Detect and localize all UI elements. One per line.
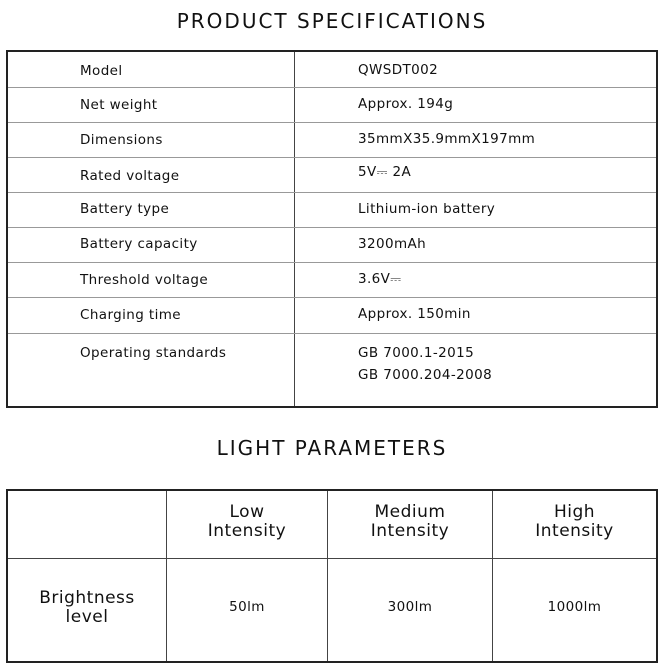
spec-row-battery-type: [8, 192, 656, 228]
header-low: [167, 503, 327, 541]
spec-row-charging-time: [8, 297, 656, 334]
row-label-line: level: [65, 607, 109, 627]
spec-value: 35mmX35.9mmX197mm: [358, 131, 536, 147]
spec-label: Net weight: [80, 97, 158, 113]
header-line: Intensity: [207, 521, 287, 541]
spec-row-net-weight: [8, 87, 656, 123]
spec-row-dimensions: [8, 122, 656, 158]
spec-table: [6, 50, 658, 408]
spec-row-threshold-voltage: [8, 262, 656, 298]
spec-row-rated-voltage: [8, 157, 656, 193]
header-line: High: [553, 502, 596, 522]
brightness-level-label: [8, 589, 166, 627]
spec-label: Operating standards: [80, 345, 227, 361]
brightness-medium-value: 300lm: [387, 599, 433, 615]
spec-value: Approx. 150min: [358, 306, 471, 322]
spec-value-secondary: GB 7000.204-2008: [358, 367, 493, 383]
spec-value: 5V⎓ 2A: [358, 164, 412, 180]
header-high: [493, 503, 656, 541]
header-line: Medium: [374, 502, 446, 522]
spec-row-operating-standards: [8, 333, 656, 406]
spec-label: Threshold voltage: [80, 272, 209, 288]
spec-label: Rated voltage: [80, 168, 180, 184]
light-table: [6, 489, 658, 663]
header-line: Low: [229, 502, 265, 522]
spec-value: GB 7000.1-2015: [358, 345, 475, 361]
spec-label: Dimensions: [80, 132, 163, 148]
brightness-high-value: 1000lm: [547, 599, 602, 615]
header-divider: [8, 558, 656, 559]
spec-label: Charging time: [80, 307, 182, 323]
spec-value: QWSDT002: [358, 62, 439, 78]
spec-value: Approx. 194g: [358, 96, 454, 112]
spec-row-battery-capacity: [8, 227, 656, 263]
header-medium: [328, 503, 492, 541]
light-title: LIGHT PARAMETERS: [216, 436, 448, 460]
spec-row-model: [8, 52, 656, 88]
spec-label: Battery capacity: [80, 236, 198, 252]
spec-value: Lithium-ion battery: [358, 201, 496, 217]
header-line: Intensity: [535, 521, 614, 541]
row-label-line: Brightness: [39, 588, 135, 608]
spec-title: PRODUCT SPECIFICATIONS: [176, 9, 488, 33]
spec-label: Model: [80, 63, 123, 79]
spec-value: 3200mAh: [358, 236, 427, 252]
spec-value: 3.6V⎓: [358, 271, 402, 287]
header-line: Intensity: [370, 521, 450, 541]
brightness-low-value: 50lm: [229, 599, 265, 615]
spec-label: Battery type: [80, 201, 170, 217]
